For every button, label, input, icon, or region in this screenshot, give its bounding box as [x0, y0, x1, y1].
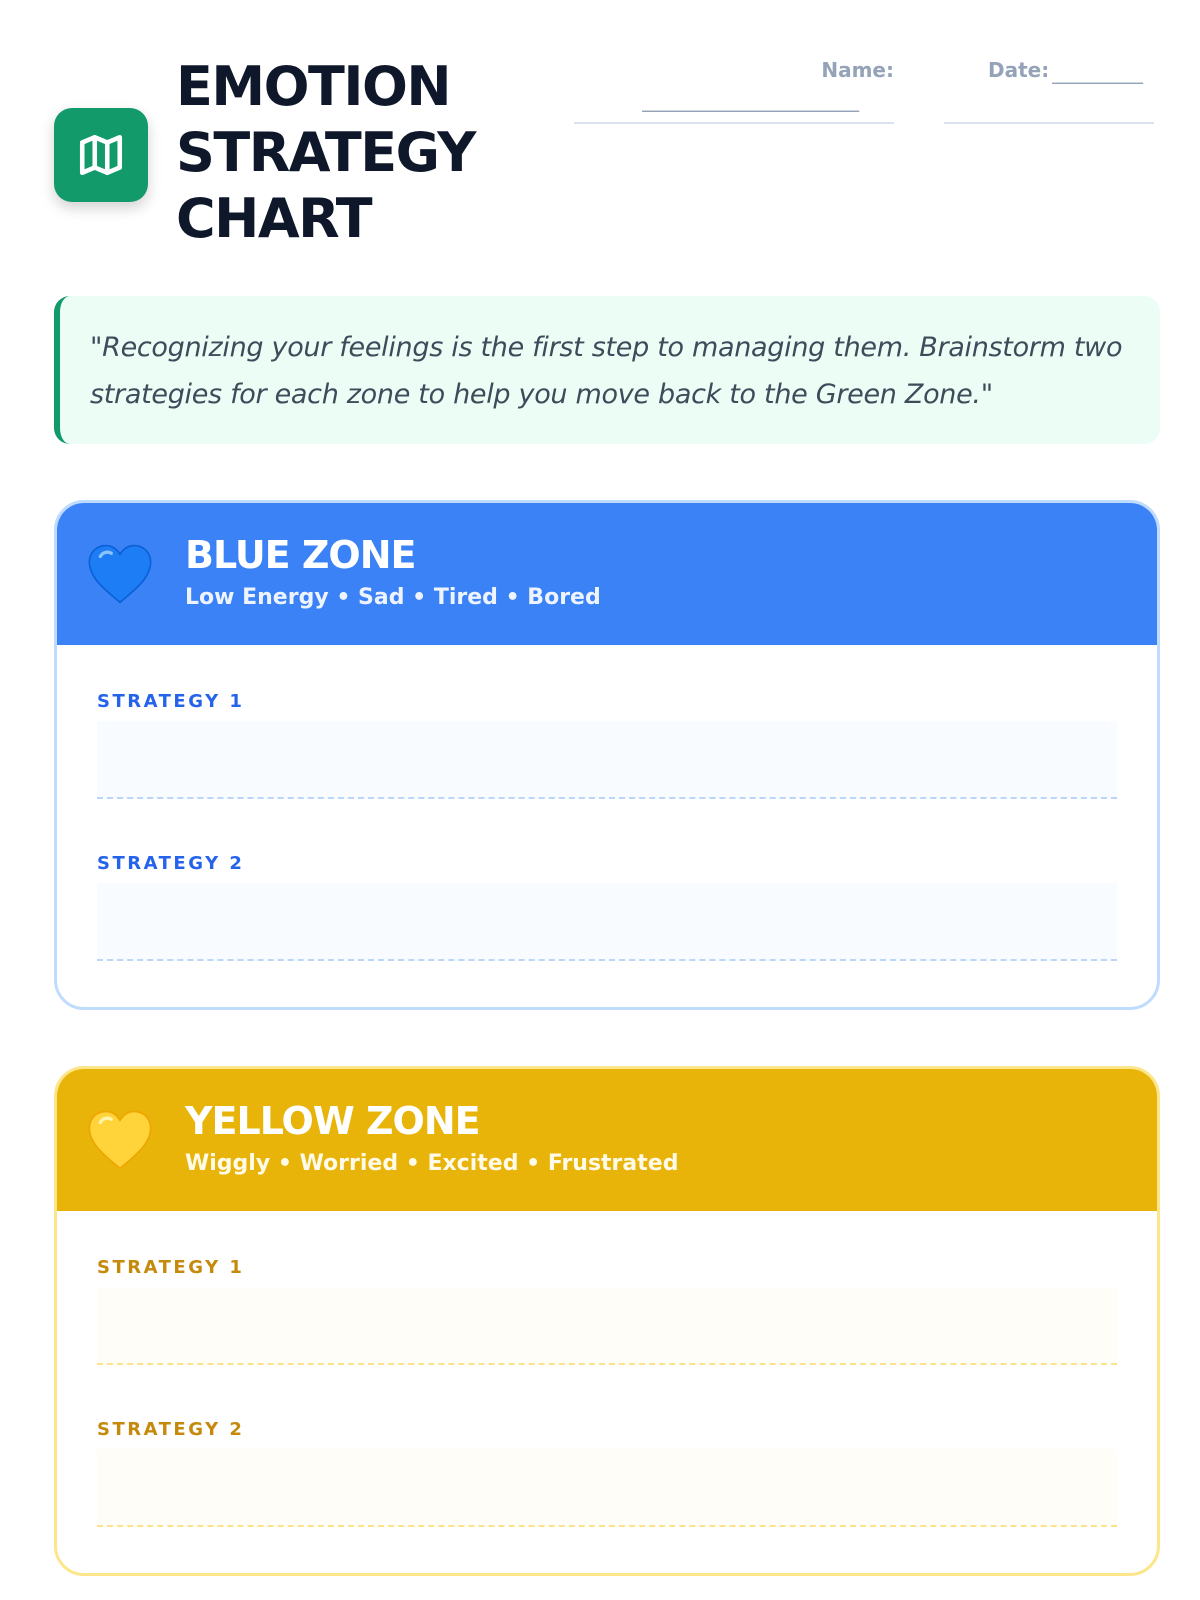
worksheet-header	[54, 50, 1154, 250]
page-title	[176, 54, 556, 252]
title-line: CHART	[176, 187, 372, 250]
name-field[interactable]	[574, 58, 894, 138]
quote-text: "Recognizing your feelings is the first step to managing them. Brainstorm two strategies for each zone to help you move back to the Green Zone."	[90, 332, 1123, 410]
strategy-2-input[interactable]	[97, 1449, 1117, 1527]
zone-emotions: Wiggly • Worried • Excited • Frustrated	[185, 1151, 679, 1176]
date-blank: __________	[1052, 60, 1142, 84]
strategy-label: STRATEGY 2	[97, 1419, 245, 1440]
zone-header	[57, 1069, 1157, 1211]
instruction-quote	[54, 296, 1160, 444]
date-label: Date:	[988, 58, 1050, 82]
strategy-1-input[interactable]	[97, 1287, 1117, 1365]
strategy-2-input[interactable]	[97, 883, 1117, 961]
title-line: EMOTION	[176, 55, 451, 118]
map-logo	[54, 108, 148, 202]
blue-zone-card	[54, 500, 1160, 1010]
zone-header	[57, 503, 1157, 645]
date-field[interactable]	[944, 58, 1154, 138]
blue-heart-icon	[85, 539, 155, 609]
yellow-zone-card	[54, 1066, 1160, 1576]
strategy-label: STRATEGY 1	[97, 1257, 245, 1278]
strategy-1-input[interactable]	[97, 721, 1117, 799]
name-label: Name:	[821, 58, 894, 82]
yellow-heart-icon	[85, 1105, 155, 1175]
name-underline	[574, 122, 894, 124]
date-underline	[944, 122, 1154, 124]
zone-title: YELLOW ZONE	[185, 1099, 480, 1143]
title-line: STRATEGY	[176, 121, 475, 184]
strategy-label: STRATEGY 2	[97, 853, 245, 874]
zone-emotions: Low Energy • Sad • Tired • Bored	[185, 585, 601, 610]
map-icon	[76, 130, 126, 180]
name-blank: ________________________	[642, 88, 858, 112]
strategy-label: STRATEGY 1	[97, 691, 245, 712]
zone-title: BLUE ZONE	[185, 533, 416, 577]
